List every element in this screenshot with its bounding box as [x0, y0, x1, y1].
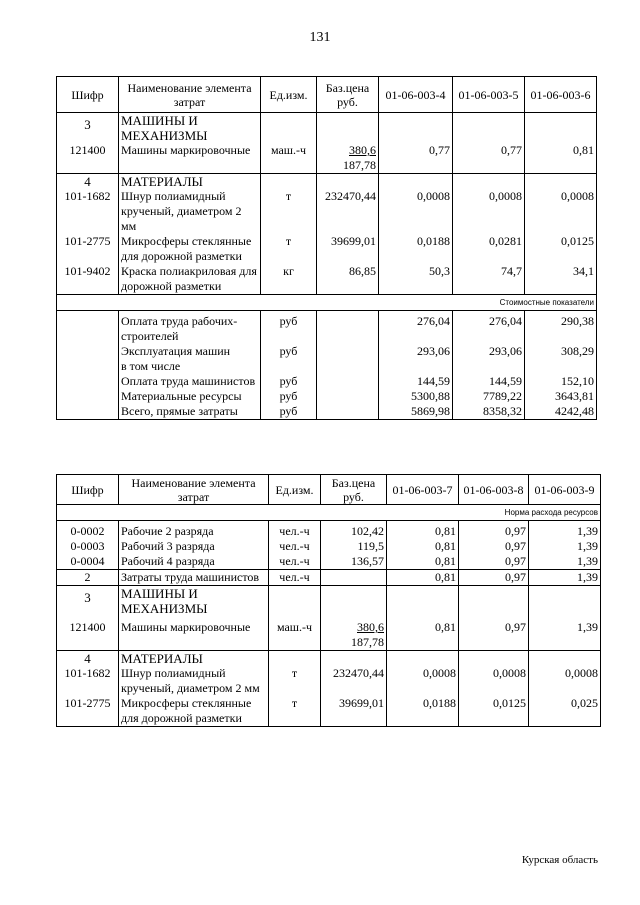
row-price: 232470,44 [317, 189, 379, 234]
row-value: 0,0008 [453, 189, 525, 234]
row-value: 0,025 [529, 696, 601, 727]
table-row [57, 521, 601, 540]
row-value: 0,77 [453, 143, 525, 174]
row-name: в том числе [119, 359, 261, 374]
row-unit: руб [261, 344, 317, 359]
row-value: 144,59 [453, 374, 525, 389]
header-code: Шифр [57, 475, 119, 505]
row-price: 136,57 [321, 554, 387, 570]
row-unit: чел.-ч [269, 539, 321, 554]
norm-caption: Норма расхода ресурсов [57, 505, 601, 521]
row-value: 0,97 [459, 554, 529, 570]
table-header-row [57, 77, 597, 113]
row-value: 0,81 [387, 539, 459, 554]
row-unit: руб [261, 311, 317, 345]
row-value: 0,0125 [459, 696, 529, 727]
row-name: Шнур полиамидный крученый, диаметром 2 мм [119, 666, 269, 696]
table-row [57, 696, 601, 727]
row-code: 101-2775 [57, 234, 119, 264]
row-code: 121400 [57, 616, 119, 651]
header-col-1: 01-06-003-4 [379, 77, 453, 113]
row-unit: маш.-ч [269, 616, 321, 651]
table-row [57, 570, 601, 586]
row-value: 0,81 [387, 554, 459, 570]
row-value: 0,81 [387, 616, 459, 651]
row-value: 50,3 [379, 264, 453, 295]
row-value: 0,77 [379, 143, 453, 174]
row-value: 34,1 [525, 264, 597, 295]
cost-indicators-caption: Стоимостные показатели [57, 295, 597, 311]
table-row [57, 666, 601, 696]
row-name: Оплата труда машинистов [119, 374, 261, 389]
row-value: 0,81 [525, 143, 597, 174]
row-value: 3643,81 [525, 389, 597, 404]
section-title: МАТЕРИАЛЫ [119, 174, 261, 190]
row-unit: т [261, 234, 317, 264]
row-name: Машины маркировочные [119, 616, 269, 651]
row-name: Рабочий 3 разряда [119, 539, 269, 554]
summary-row [57, 374, 597, 389]
row-unit: т [269, 666, 321, 696]
row-value: 0,97 [459, 570, 529, 586]
row-value: 276,04 [379, 311, 453, 345]
section-row [57, 113, 597, 144]
row-value: 0,0188 [379, 234, 453, 264]
summary-row [57, 311, 597, 345]
row-value: 0,97 [459, 616, 529, 651]
row-name: Всего, прямые затраты [119, 404, 261, 420]
row-value: 1,39 [529, 521, 601, 540]
row-code: 0-0002 [57, 521, 119, 540]
row-value: 0,0008 [525, 189, 597, 234]
row-code: 121400 [57, 143, 119, 174]
row-value: 276,04 [453, 311, 525, 345]
row-unit: чел.-ч [269, 554, 321, 570]
row-price: 39699,01 [321, 696, 387, 727]
row-name: Рабочие 2 разряда [119, 521, 269, 540]
table-header-row [57, 475, 601, 505]
section-number: 3 [57, 586, 119, 617]
row-value: 74,7 [453, 264, 525, 295]
resource-table-2 [56, 474, 601, 727]
row-value: 0,0008 [459, 666, 529, 696]
row-unit: кг [261, 264, 317, 295]
row-unit: маш.-ч [261, 143, 317, 174]
section-row [57, 651, 601, 667]
row-value: 0,0188 [387, 696, 459, 727]
table-row [57, 234, 597, 264]
row-code: 2 [57, 570, 119, 586]
header-col-2: 01-06-003-8 [459, 475, 529, 505]
row-value: 293,06 [379, 344, 453, 359]
row-name: Рабочий 4 разряда [119, 554, 269, 570]
row-value: 0,81 [387, 521, 459, 540]
price-line-1: 380,6 [357, 620, 384, 634]
header-col-2: 01-06-003-5 [453, 77, 525, 113]
row-name: Краска полиакриловая для дорожной разметки [119, 264, 261, 295]
summary-row [57, 359, 597, 374]
resource-table-1 [56, 76, 597, 420]
section-title: МАШИНЫ И МЕХАНИЗМЫ [119, 586, 269, 617]
row-value: 1,39 [529, 539, 601, 554]
section-title: МАШИНЫ И МЕХАНИЗМЫ [119, 113, 261, 144]
row-name: Затраты труда машинистов [119, 570, 269, 586]
row-value: 4242,48 [525, 404, 597, 420]
price-line-2: 187,78 [351, 635, 384, 649]
caption-row [57, 505, 601, 521]
row-name: Микросферы стеклянные для дорожной разметки [119, 234, 261, 264]
row-value: 0,0008 [529, 666, 601, 696]
caption-row [57, 295, 597, 311]
summary-row [57, 389, 597, 404]
header-code: Шифр [57, 77, 119, 113]
row-value: 8358,32 [453, 404, 525, 420]
section-row [57, 174, 597, 190]
row-unit: т [261, 189, 317, 234]
row-name: Микросферы стеклянные для дорожной разметки [119, 696, 269, 727]
row-name: Оплата труда рабочих-строителей [119, 311, 261, 345]
row-value: 293,06 [453, 344, 525, 359]
section-row [57, 586, 601, 617]
row-price: 232470,44 [321, 666, 387, 696]
table-row [57, 143, 597, 174]
table-row [57, 189, 597, 234]
row-value: 308,29 [525, 344, 597, 359]
section-number: 3 [57, 113, 119, 144]
price-line-1: 380,6 [349, 143, 376, 157]
price-line-2: 187,78 [343, 158, 376, 172]
row-value: 152,10 [525, 374, 597, 389]
header-col-3: 01-06-003-6 [525, 77, 597, 113]
row-price [317, 143, 379, 174]
row-code: 101-2775 [57, 696, 119, 727]
row-value: 5869,98 [379, 404, 453, 420]
row-price: 86,85 [317, 264, 379, 295]
section-title: МАТЕРИАЛЫ [119, 651, 269, 667]
row-code: 101-1682 [57, 666, 119, 696]
row-name: Материальные ресурсы [119, 389, 261, 404]
row-value: 0,0008 [379, 189, 453, 234]
row-value: 7789,22 [453, 389, 525, 404]
row-value: 144,59 [379, 374, 453, 389]
section-number: 4 [57, 174, 119, 190]
table-row [57, 616, 601, 651]
row-price: 39699,01 [317, 234, 379, 264]
row-value: 0,97 [459, 539, 529, 554]
header-unit: Ед.изм. [269, 475, 321, 505]
row-unit: т [269, 696, 321, 727]
row-value: 0,0008 [387, 666, 459, 696]
row-value: 1,39 [529, 616, 601, 651]
header-base-price: Баз.цена руб. [321, 475, 387, 505]
header-col-3: 01-06-003-9 [529, 475, 601, 505]
row-value: 0,81 [387, 570, 459, 586]
row-value: 0,0125 [525, 234, 597, 264]
header-name: Наименование элемента затрат [119, 475, 269, 505]
row-value: 1,39 [529, 554, 601, 570]
header-unit: Ед.изм. [261, 77, 317, 113]
page-number: 131 [309, 30, 331, 45]
region-footer: Курская область [521, 854, 598, 866]
row-unit: руб [261, 389, 317, 404]
row-code: 0-0003 [57, 539, 119, 554]
row-price: 119,5 [321, 539, 387, 554]
header-col-1: 01-06-003-7 [387, 475, 459, 505]
row-unit: руб [261, 404, 317, 420]
row-value: 5300,88 [379, 389, 453, 404]
section-number: 4 [57, 651, 119, 667]
row-unit: чел.-ч [269, 570, 321, 586]
row-value: 0,97 [459, 521, 529, 540]
header-name: Наименование элемента затрат [119, 77, 261, 113]
summary-row [57, 344, 597, 359]
header-base-price: Баз.цена руб. [317, 77, 379, 113]
row-code: 101-9402 [57, 264, 119, 295]
row-value: 1,39 [529, 570, 601, 586]
row-price [321, 616, 387, 651]
summary-row [57, 404, 597, 420]
row-code: 0-0004 [57, 554, 119, 570]
row-value: 290,38 [525, 311, 597, 345]
table-row [57, 264, 597, 295]
row-code: 101-1682 [57, 189, 119, 234]
row-name: Машины маркировочные [119, 143, 261, 174]
table-row [57, 554, 601, 570]
row-name: Шнур полиамидный крученый, диаметром 2 мм [119, 189, 261, 234]
row-unit: чел.-ч [269, 521, 321, 540]
table-row [57, 539, 601, 554]
row-value: 0,0281 [453, 234, 525, 264]
row-name: Эксплуатация машин [119, 344, 261, 359]
row-unit: руб [261, 374, 317, 389]
row-price: 102,42 [321, 521, 387, 540]
